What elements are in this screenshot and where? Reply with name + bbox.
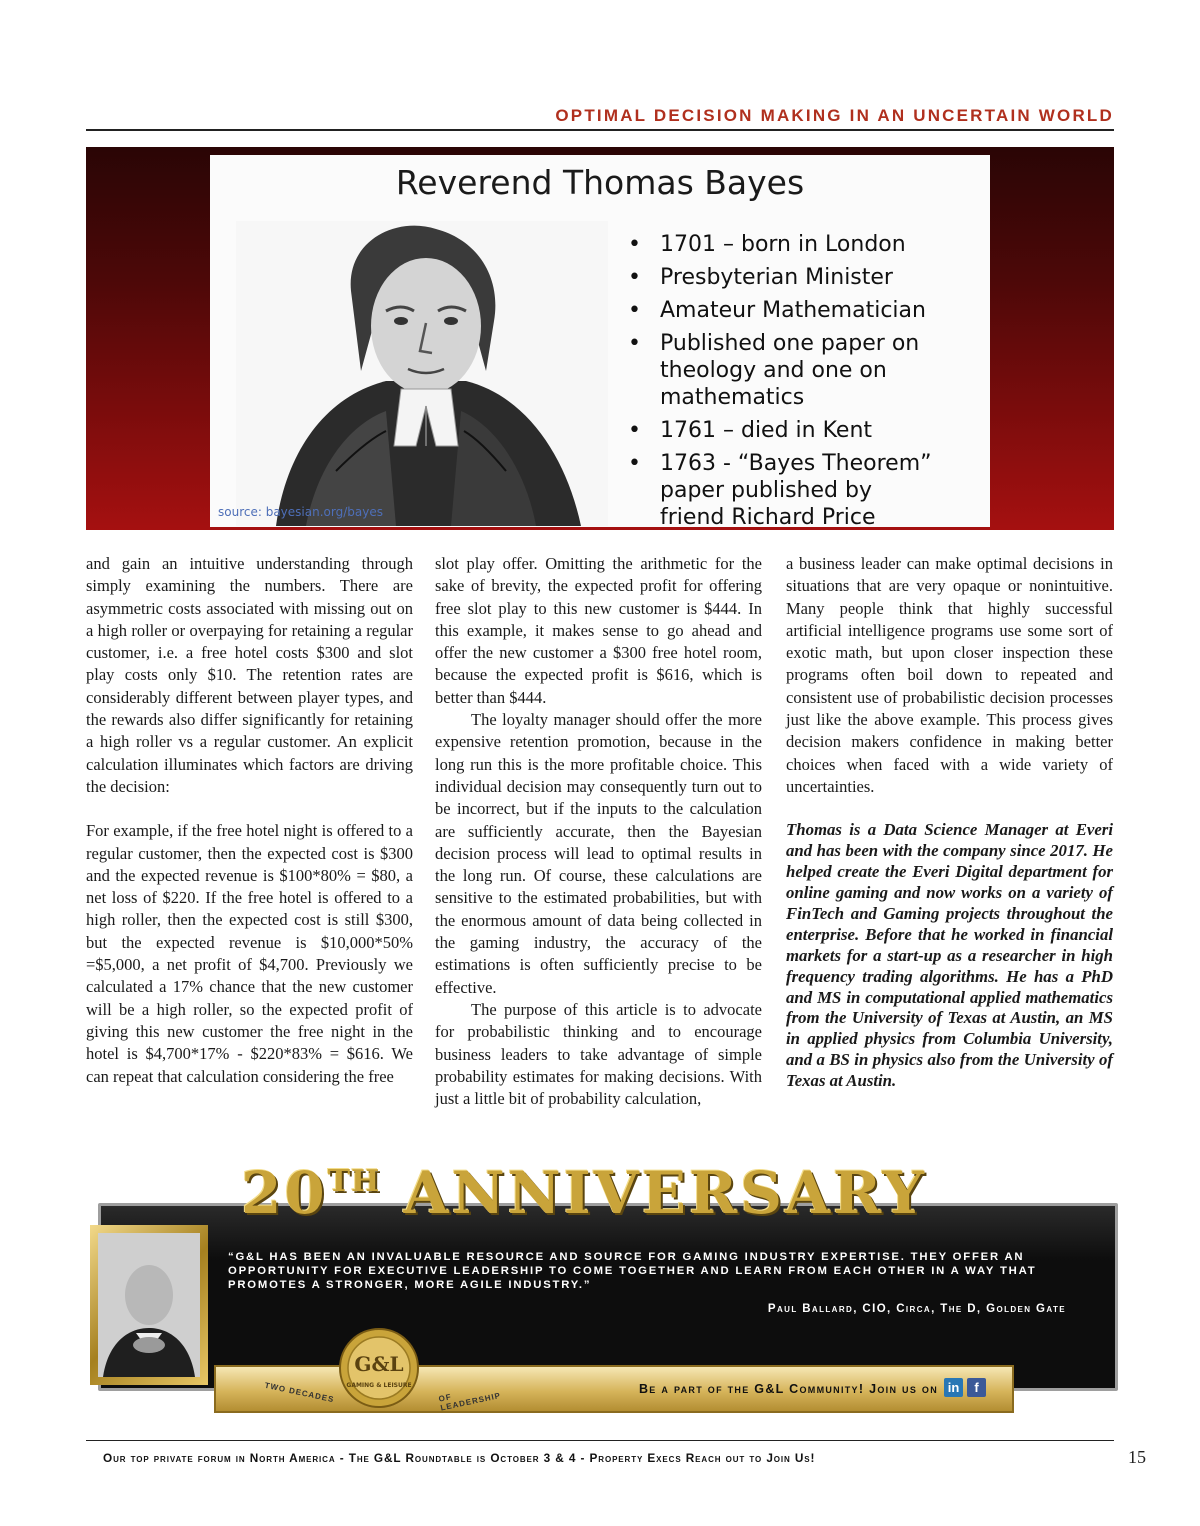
anniversary-ad: [86, 1155, 1114, 1425]
bullet-born: • 1701 – born in London: [628, 231, 932, 258]
article-column-1: [86, 553, 413, 1088]
article-column-2: [435, 553, 762, 1110]
gl-seal: [338, 1327, 420, 1409]
bullet-died: • 1761 – died in Kent: [628, 417, 932, 444]
linkedin-icon[interactable]: in: [944, 1378, 963, 1397]
join-text: Be a part of the G&L Community! Join us on: [638, 1382, 938, 1396]
svg-text:G&L: G&L: [354, 1352, 404, 1376]
slide-title: Reverend Thomas Bayes: [395, 163, 805, 202]
footer-text: Our top private forum in North America - The G&L Roundtable is October 3 & 4 - Property Execs Reach out to Join Us!: [103, 1451, 816, 1465]
paragraph: The loyalty manager should offer the more expensive retention promotion, because in the long run this is the more profitable choice. This individual decision may consequently turn out to be incorrect, but if the inputs to the calculation are sufficiently accurate, then the Bayesian decision process will lead to optimal results in the long run. Of course, these calculations are sensitive to the estimated probabilities, but with the enormous amount of data being collected in the gaming industry, the accuracy of the estimations is often sufficiently precise to be effective.: [435, 710, 762, 997]
testimonial-attribution: Paul Ballard, CIO, Circa, The D, Golden Gate: [767, 1303, 1066, 1315]
paragraph: For example, if the free hotel night is offered to a regular customer, then the expected cost is $300 and the expected revenue is $100*80% = $80, a net loss of $220. If the free hotel is offered to a high roller, then the expected cost is still $300, but the expected revenue is $10,000*50% =$5,000, a net profit of $4,700. Previously we calculated a 17% chance that the new customer will be a high roller, so the expected profit of giving this new customer the free night in the hotel is $4,700*17% - $220*83% = $616. We can repeat that calculation considering the free: [86, 821, 413, 1086]
bayes-figure: [86, 147, 1114, 530]
testimonial-photo: [98, 1233, 200, 1377]
bayes-portrait: [236, 221, 608, 526]
anniversary-heading: 20TH ANNIVERSARY: [241, 1159, 927, 1227]
ribbon-text: TWO DECADES OF LEADERSHIP: [263, 1380, 502, 1413]
testimonial-quote: “G&L HAS BEEN AN INVALUABLE RESOURCE AND SOURCE FOR GAMING INDUSTRY EXPERTISE. THEY OFFER AN OPPORTUNITY FOR EXECUTIVE LEADERSHIP TO COME TOGETHER AND LEARN FROM EACH OTHER IN A WAY THAT PROMOTES A STRONGER, MORE AGILE INDUSTRY.”: [228, 1251, 1037, 1291]
footer-rule: [86, 1440, 1114, 1441]
author-bio: Thomas is a Data Science Manager at Everi and has been with the company since 2017. He helped create the Everi Digital department for online gaming and now works on a variety of FinTech and Gaming projects throughout the enterprise. Before that he worked in financial markets for a start-up as a researcher in high frequency trading algorithms. He has a PhD and MS in computational applied mathematics from the University of Texas at Austin, an MS in applied physics from Columbia University, and a BS in physics also from the University of Texas at Austin.: [786, 820, 1113, 1091]
join-bar: [214, 1365, 1014, 1413]
svg-text:GAMING & LEISURE: GAMING & LEISURE: [346, 1382, 412, 1389]
bullet-published: • Published one paper on theology and one on mathematics: [628, 330, 932, 411]
quote-panel: [98, 1203, 1118, 1391]
header-rule: [86, 129, 1114, 131]
facebook-icon[interactable]: f: [967, 1378, 986, 1397]
bullet-minister: • Presbyterian Minister: [628, 264, 932, 291]
paragraph: and gain an intuitive understanding through simply examining the numbers. There are asymmetric costs associated with missing out on a high roller or overpaying for retaining a regular customer, i.e. a free hotel costs $300 and slot play costs only $10. The retention rates are considerably different between player types, and the rewards also differ significantly for retaining a high roller vs a regular customer. An explicit calculation illuminates which factors are driving the decision:: [86, 554, 413, 796]
bullet-mathematician: • Amateur Mathematician: [628, 297, 932, 324]
bayes-slide: [210, 155, 990, 530]
paragraph: slot play offer. Omitting the arithmetic for the sake of brevity, the expected profit for offering free slot play to this new customer is $444. In this example, it makes sense to go ahead and offer the new customer a $300 free hotel room, because the expected profit is $616, which is better than $444.: [435, 554, 762, 707]
bayes-bullets: [628, 231, 932, 537]
article-column-3: [786, 553, 1113, 1092]
figure-source: source: bayesian.org/bayes: [218, 505, 383, 519]
bullet-theorem: • 1763 - “Bayes Theorem” paper published by friend Richard Price: [628, 450, 932, 531]
testimonial-photo-frame: [90, 1225, 208, 1385]
page-number: 15: [1128, 1447, 1146, 1467]
paragraph: a business leader can make optimal decisions in situations that are very opaque or nonintuitive. Many people think that highly successful artificial intelligence programs use some sort of exotic math, but upon closer inspection these programs often boil down to repeated and consistent use of probabilistic decision processes just like the above example. This process gives decision makers confidence in making better choices when faced with a wide variety of uncertainties.: [786, 554, 1113, 796]
running-header: OPTIMAL DECISION MAKING IN AN UNCERTAIN WORLD: [555, 106, 1114, 125]
paragraph: The purpose of this article is to advocate for probabilistic thinking and to encourage business leaders to take advantage of simple probability estimates for making decisions. With just a little bit of probability calculation,: [435, 999, 762, 1109]
